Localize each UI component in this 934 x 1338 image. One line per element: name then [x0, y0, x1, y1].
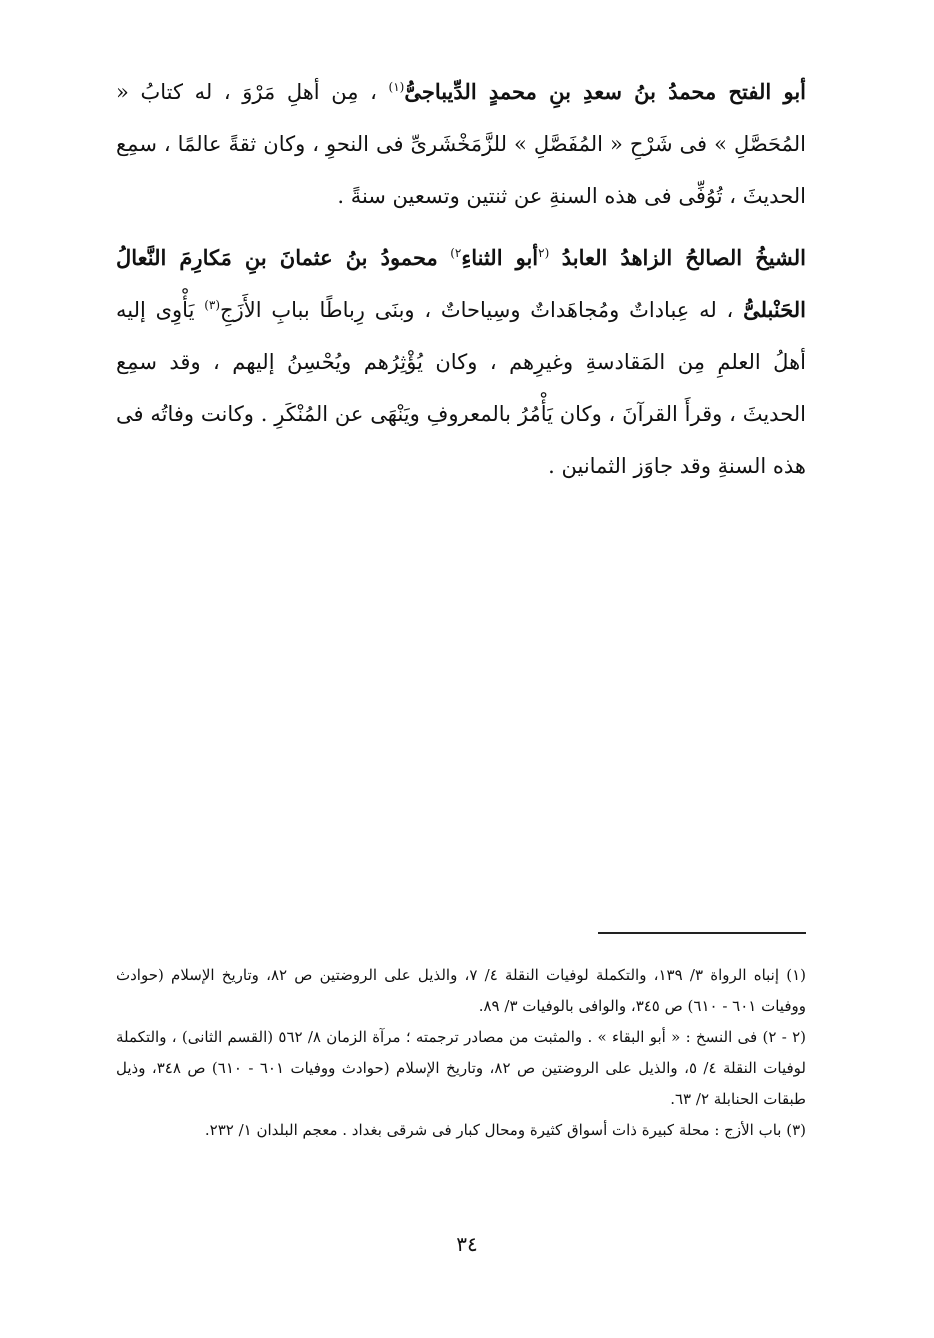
biography-entry-dibaji	[116, 66, 806, 222]
entry-text: ، مِن أهلِ مَرْوَ ، له كتابُ « المُحَصَّلِ » فى شَرْحِ « المُفَصَّلِ » للزَّمَخْشَرىِّ فى النحوِ ، وكان ثقةً عالمًا ، سمِع الحديثَ ، تُوُفِّى فى هذه السنةِ عن ثنتين وتسعين سنةً .	[116, 80, 806, 208]
person-kunya: أبو الثناءِ	[461, 245, 539, 270]
footnote-1: (١) إنباه الرواة ٣/ ١٣٩، والتكملة لوفيات النقلة ٤/ ٧، والذيل على الروضتين ص ٨٢، وتاريخ الإسلام (حوادث ووفيات ٦٠١ - ٦١٠) ص ٣٤٥، والوافى بالوفيات ٣/ ٨٩.	[116, 966, 806, 1015]
footnote-ref-2-open: (٢	[538, 246, 550, 260]
footnote-ref-1: (١)	[388, 80, 405, 94]
person-name: محمودُ بنُ عثمانَ بنِ مَكارِمَ النَّعالُ الحَنْبلىُّ	[116, 245, 806, 322]
person-name: أبو الفتح محمدُ بنُ سعدِ بنِ محمدٍ الدِّيباجىُّ	[404, 79, 806, 104]
footnote-ref-3: (٣)	[204, 298, 221, 312]
entry-text-part-b: يَأْوِى إليه أهلُ العلمِ مِن المَقادسةِ وغيرِهم ، وكان يُؤْثِرُهم ويُحْسِنُ إليهم ، وقد سمِع الحديثَ ، وقرأَ القرآنَ ، وكان يَأْمُرُ بالمعروفِ ويَنْهَى عن المُنْكَرِ . وكانت وفاتُه فى هذه السنةِ وقد جاوَز الثمانين .	[116, 298, 806, 478]
footnote-3: (٣) باب الأزج : محلة كبيرة ذات أسواق كثيرة ومحال كبار فى شرقى بغداد . معجم البلدان ١/ ٢٣٢.	[204, 1121, 806, 1139]
page-number: ٣٤	[456, 1232, 478, 1256]
person-title: الشيخُ الصالحُ الزاهدُ العابدُ	[561, 245, 806, 270]
entry-text-part-a: ، له عِباداتٌ ومُجاهَداتٌ وسِياحاتٌ ، وبنَى رِباطًا ببابِ الأَزَجِ	[220, 298, 734, 322]
biography-entry-naal	[116, 232, 806, 492]
footnote-separator	[598, 932, 806, 934]
footnote-2: (٢ - ٢) فى النسخ : « أبو البقاء » . والمثبت من مصادر ترجمته ؛ مرآة الزمان ٨/ ٥٦٢ (القسم الثانى) ، والتكملة لوفيات النقلة ٤/ ٥، والذيل على الروضتين ص ٨٢، وتاريخ الإسلام (حوادث ووفيات ٦٠١ - ٦١٠) ص ٣٤٨، وذيل طبقات الحنابلة ٢/ ٦٣.	[116, 1028, 807, 1108]
footnote-ref-2-close: ٢)	[450, 246, 462, 260]
footnotes	[116, 960, 806, 1146]
